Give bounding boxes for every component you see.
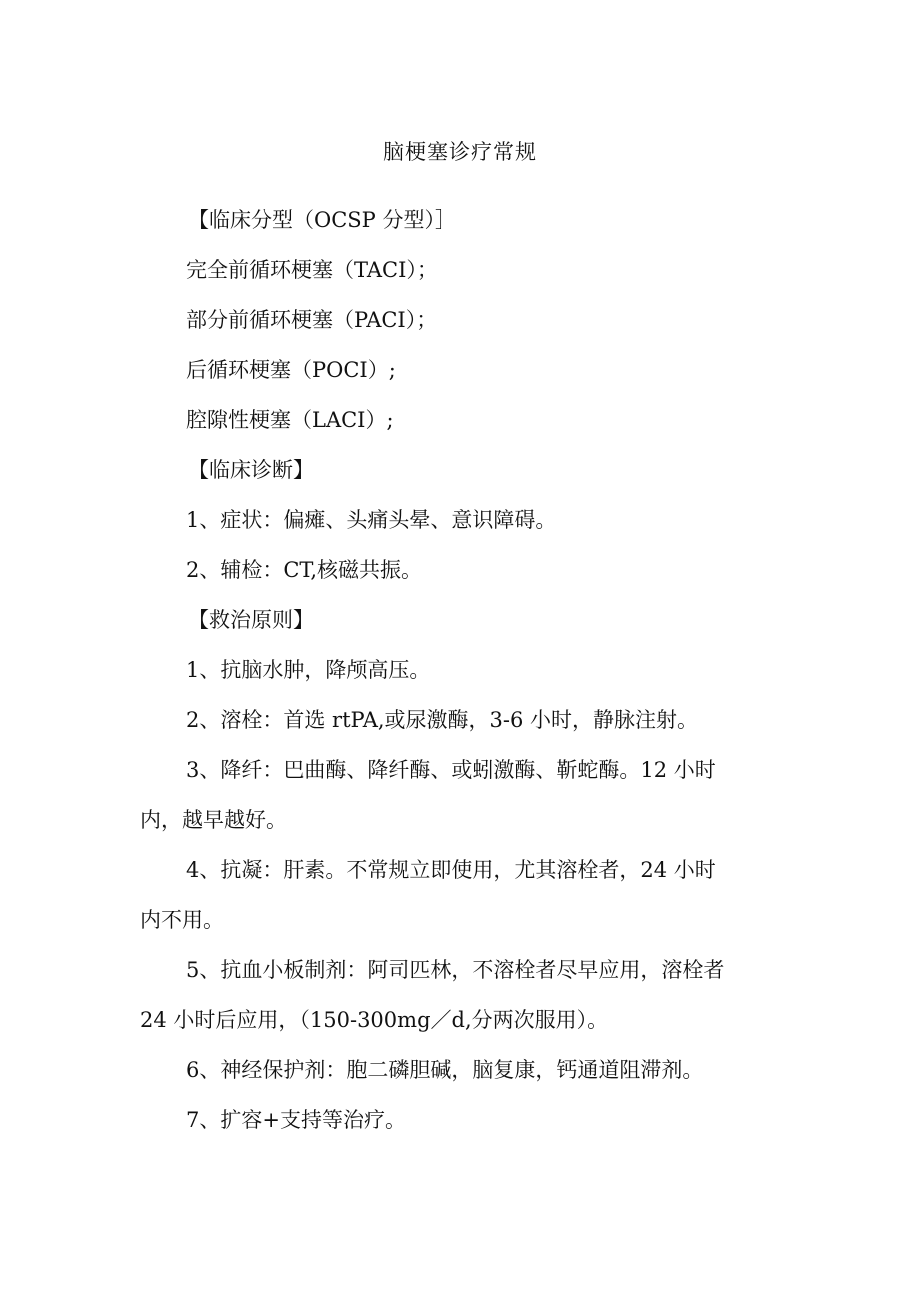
treatment-line: 4、抗凝：肝素。不常规立即使用，尤其溶栓者，24 小时 — [186, 858, 716, 882]
classification-item: 部分前循环梗塞（PACI）； — [186, 308, 438, 332]
classification-item: 完全前循环梗塞（TACI）； — [186, 258, 438, 282]
diagnosis-item: 2、辅检：CT,核磁共振。 — [186, 558, 423, 582]
treatment-line: 3、降纤：巴曲酶、降纤酶、或蚓激酶、靳蛇酶。12 小时 — [186, 758, 716, 782]
section-heading-diagnosis: 【临床诊断】 — [188, 458, 314, 482]
classification-item: 后循环梗塞（POCI）; — [186, 358, 396, 382]
treatment-line: 6、神经保护剂：胞二磷胆碱，脑复康，钙通道阻滞剂。 — [186, 1058, 704, 1082]
document-title: 脑梗塞诊疗常规 — [383, 140, 537, 164]
section-heading-classification: 【临床分型（OCSP 分型）］ — [188, 208, 456, 232]
treatment-line: 2、溶栓：首选 rtPA,或尿激酶，3-6 小时，静脉注射。 — [186, 708, 699, 732]
treatment-line: 5、抗血小板制剂：阿司匹林，不溶栓者尽早应用，溶栓者 — [186, 958, 725, 982]
treatment-line: 7、扩容+支持等治疗。 — [186, 1108, 406, 1132]
classification-item: 腔隙性梗塞（LACI）; — [186, 408, 394, 432]
treatment-line: 内，越早越好。 — [140, 808, 287, 832]
diagnosis-item: 1、症状：偏瘫、头痛头晕、意识障碍。 — [186, 508, 557, 532]
treatment-line: 1、抗脑水肿，降颅高压。 — [186, 658, 431, 682]
section-heading-treatment: 【救治原则】 — [188, 608, 314, 632]
treatment-line: 24 小时后应用，（150-300mg／d,分两次服用）。 — [140, 1008, 609, 1032]
treatment-line: 内不用。 — [140, 908, 224, 932]
